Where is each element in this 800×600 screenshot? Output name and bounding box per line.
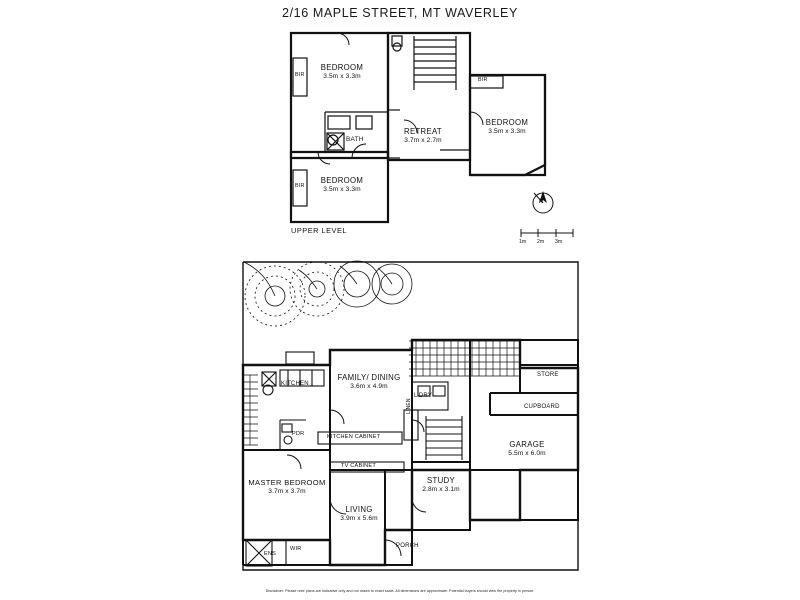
label-laundry: L'DRY xyxy=(414,393,433,399)
room-label-bath: BATH xyxy=(346,136,364,143)
label-powder-room: PDR xyxy=(292,431,305,437)
scale-tick-2m: 2m xyxy=(537,239,545,245)
room-label-bedroom-2: BEDROOM 3.5m x 3.3m xyxy=(320,176,364,193)
north-label: N xyxy=(539,199,544,205)
room-label-master-bedroom: MASTER BEDROOM 3.7m x 3.7m xyxy=(248,478,326,495)
room-label-garage: GARAGE 5.5m x 6.0m xyxy=(508,440,546,457)
room-label-bedroom-3: BEDROOM 3.5m x 3.3m xyxy=(485,118,529,135)
room-label-retreat: RETREAT 3.7m x 2.7m xyxy=(404,127,442,144)
label-bir-1: BIR xyxy=(295,72,305,78)
label-kitchen-cabinet: KITCHEN CABINET xyxy=(327,434,381,440)
scale-tick-1m: 1m xyxy=(519,239,527,245)
label-store: STORE xyxy=(537,372,559,378)
label-porch: PORCH xyxy=(396,543,419,549)
room-label-study: STUDY 2.8m x 3.1m xyxy=(422,476,460,493)
room-label-living: LIVING 3.9m x 5.6m xyxy=(340,505,378,522)
label-linen: LINEN xyxy=(406,398,412,414)
page-title: 2/16 MAPLE STREET, MT WAVERLEY xyxy=(282,6,518,20)
upper-level-label: UPPER LEVEL xyxy=(291,226,348,235)
disclaimer-text: Disclaimer: Please note plans are indicative only and not drawn to exact scale. All dimensions are approximate. Potential buyers should view the property in person. xyxy=(265,589,535,593)
label-kitchen: KITCHEN xyxy=(281,381,309,387)
scale-tick-3m: 3m xyxy=(555,239,563,245)
tree-graphics xyxy=(244,261,412,326)
label-wir: WIR xyxy=(290,546,302,552)
room-label-bedroom-1: BEDROOM 3.5m x 3.3m xyxy=(320,63,364,80)
label-ensuite: ENS xyxy=(264,551,277,557)
room-label-family-dining: FAMILY/ DINING 3.6m x 4.9m xyxy=(337,373,401,390)
label-bir-3: BIR xyxy=(478,77,488,83)
label-cupboard: CUPBOARD xyxy=(524,404,560,410)
label-bir-2: BIR xyxy=(295,183,305,189)
label-tv-cabinet: TV CABINET xyxy=(341,463,376,469)
